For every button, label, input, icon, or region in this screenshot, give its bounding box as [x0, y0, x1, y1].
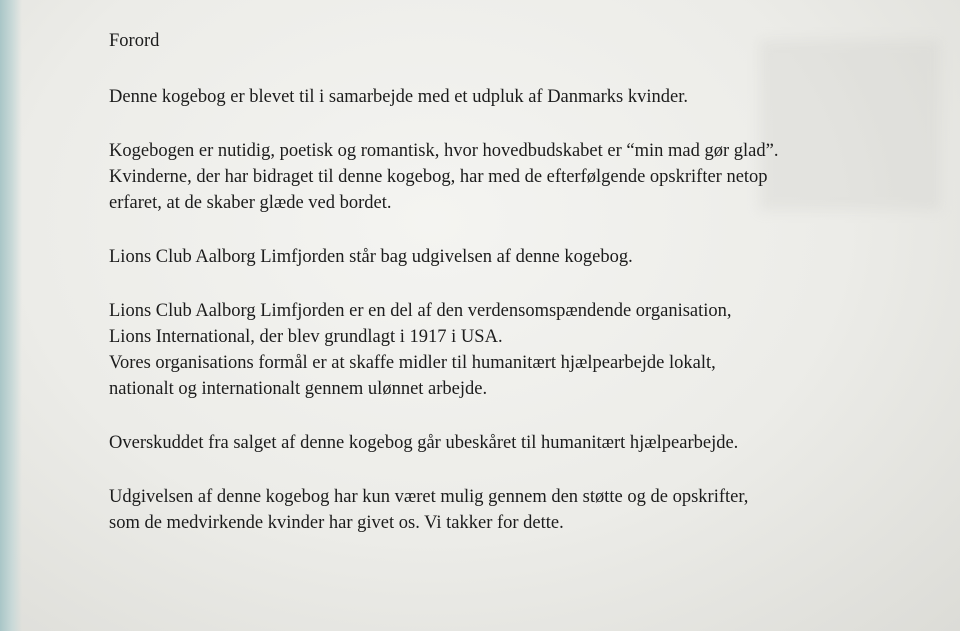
text-line: Lions Club Aalborg Limfjorden er en del af den verdensomspændende organisation,: [109, 301, 732, 321]
page-heading: Forord: [109, 31, 160, 51]
text-line: Denne kogebog er blevet til i samarbejde med et udpluk af Danmarks kvinder.: [109, 87, 688, 107]
paragraph-proceeds: [109, 430, 929, 456]
book-binding-edge: [0, 0, 22, 631]
text-line: Kvinderne, der har bidraget til denne kogebog, har med de efterfølgende opskrifter netop: [109, 167, 768, 187]
text-line: Kogebogen er nutidig, poetisk og romantisk, hvor hovedbudskabet er “min mad gør glad”.: [109, 141, 779, 161]
text-line: som de medvirkende kvinder har givet os. Vi takker for dette.: [109, 513, 564, 533]
text-line: Lions Club Aalborg Limfjorden står bag udgivelsen af denne kogebog.: [109, 247, 633, 267]
paragraph-thanks: [109, 484, 929, 536]
paragraph-intro: [109, 84, 929, 110]
text-line: Overskuddet fra salget af denne kogebog går ubeskåret til humanitært hjælpearbejde.: [109, 433, 739, 453]
foreword-text: [109, 28, 929, 564]
text-line: Lions International, der blev grundlagt i 1917 i USA.: [109, 327, 503, 347]
text-line: Udgivelsen af denne kogebog har kun været mulig gennem den støtte og de opskrifter,: [109, 487, 749, 507]
paragraph-publisher: [109, 244, 929, 270]
text-line: nationalt og internationalt gennem ulønnet arbejde.: [109, 379, 488, 399]
paragraph-organisation: [109, 298, 929, 402]
text-line: erfaret, at de skaber glæde ved bordet.: [109, 193, 392, 213]
paragraph-description: [109, 138, 929, 216]
text-line: Vores organisations formål er at skaffe midler til humanitært hjælpearbejde lokalt,: [109, 353, 716, 373]
